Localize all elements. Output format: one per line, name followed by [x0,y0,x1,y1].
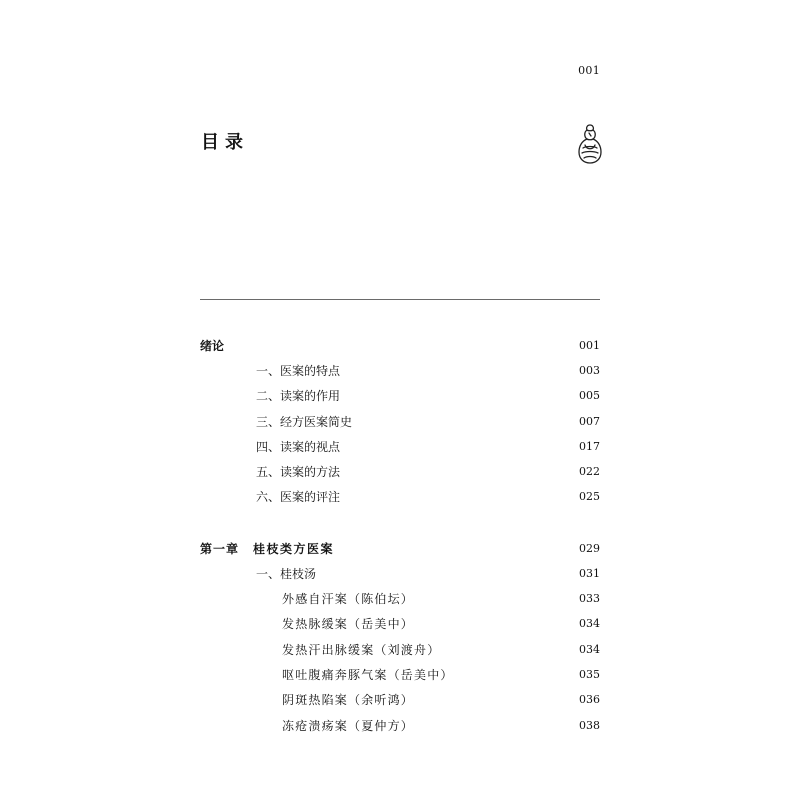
toc-entry-label: 六、医案的评注 [256,490,341,504]
toc-case-page: 036 [579,693,600,706]
toc-entry-page: 025 [579,490,600,503]
toc-case-row[interactable] [200,691,600,709]
toc-entry[interactable] [200,413,600,431]
toc-case-page: 033 [579,592,600,605]
toc-entry[interactable] [200,488,600,506]
toc-entry-page: 022 [579,465,600,478]
toc-case-label: 阴斑热陷案（余听鸿） [282,693,415,707]
toc-entry-page: 005 [579,389,600,402]
toc-case-page: 038 [579,719,600,732]
toc-entry-page: 003 [579,364,600,377]
toc-case-label: 发热汗出脉缓案（刘渡舟） [282,643,441,657]
toc-entry-page: 007 [579,415,600,428]
toc-intro-row[interactable] [200,337,600,355]
toc-entry-label: 四、读案的视点 [256,440,341,454]
toc-entry-label: 二、读案的作用 [256,389,341,403]
toc-case-label: 发热脉缓案（岳美中） [282,617,415,631]
toc-case-page: 034 [579,643,600,656]
toc-entry[interactable] [200,387,600,405]
toc-section-label: 一、桂枝汤 [256,567,317,581]
toc-entry[interactable] [200,438,600,456]
toc-entry-label: 一、医案的特点 [256,364,341,378]
toc-section-page: 031 [579,567,600,580]
page-title: 目录 [201,132,249,153]
toc-intro-label: 绪论 [200,339,225,353]
toc-case-label: 外感自汗案（陈伯坛） [282,592,415,606]
toc-entry-label: 五、读案的方法 [256,465,341,479]
chapter-title: 桂枝类方医案 [253,542,335,556]
toc-case-row[interactable] [200,615,600,633]
page-number: 001 [578,64,600,77]
toc-chapter-page: 029 [579,542,600,555]
toc-entry[interactable] [200,463,600,481]
toc-chapter-heading [200,540,334,558]
toc-case-page: 034 [579,617,600,630]
toc-case-label: 冻疮溃疡案（夏仲方） [282,719,415,733]
toc-case-page: 035 [579,668,600,681]
toc-entry-page: 017 [579,440,600,453]
toc-case-label: 呕吐腹痛奔豚气案（岳美中） [282,668,454,682]
toc-intro-page: 001 [579,339,600,352]
toc-case-row[interactable] [200,666,600,684]
toc-case-row[interactable] [200,717,600,735]
toc-chapter-row[interactable] [200,540,600,558]
chapter-number: 第一章 [200,542,240,556]
toc-case-row[interactable] [200,641,600,659]
toc-section-row[interactable] [200,565,600,583]
toc-entry-label: 三、经方医案简史 [256,415,353,429]
toc-entry[interactable] [200,362,600,380]
toc-case-row[interactable] [200,590,600,608]
